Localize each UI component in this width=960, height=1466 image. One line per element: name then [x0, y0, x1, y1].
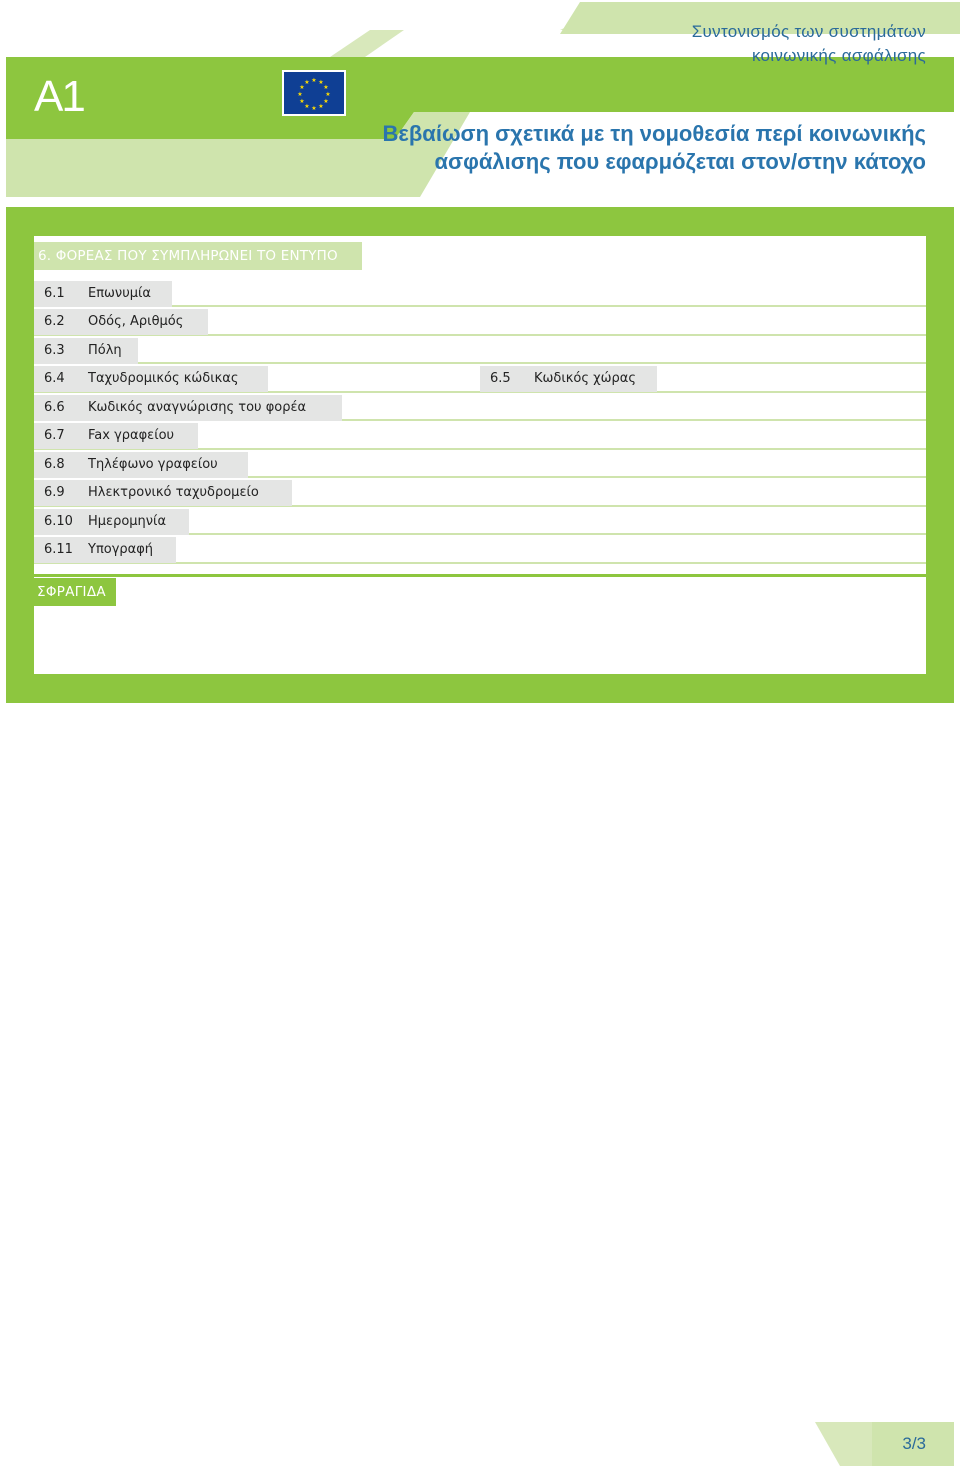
row-divider: [34, 362, 926, 364]
top-title-line1: Συντονισμός των συστημάτων: [691, 22, 926, 41]
main-title-line2: ασφάλισης που εφαρμόζεται στον/στην κάτοχο: [434, 149, 926, 174]
field-number: 6.4: [44, 371, 65, 386]
field-name[interactable]: [34, 281, 172, 307]
field-country-code[interactable]: [480, 366, 657, 392]
field-label: Οδός, Αριθμός: [88, 314, 184, 329]
eu-stars-icon: [284, 72, 344, 114]
svg-text:★: ★: [318, 79, 324, 86]
field-label: Ημερομηνία: [88, 514, 167, 529]
field-label: Πόλη: [88, 343, 122, 358]
field-date[interactable]: [34, 509, 189, 535]
field-number: 6.6: [44, 400, 65, 415]
main-title-line1: Βεβαίωση σχετικά με τη νομοθεσία περί κοινωνικής: [382, 121, 926, 146]
footer-tab: [0, 1420, 960, 1466]
svg-text:★: ★: [304, 79, 310, 86]
field-number: 6.5: [490, 371, 511, 386]
field-number: 6.7: [44, 428, 65, 443]
svg-text:★: ★: [325, 91, 331, 98]
stamp-divider: [34, 574, 926, 577]
field-street[interactable]: [34, 309, 208, 335]
stamp-label: ΣΦΡΑΓΙΔΑ: [34, 578, 116, 606]
form-code: A1: [34, 72, 84, 121]
svg-text:★: ★: [311, 105, 317, 112]
field-number: 6.3: [44, 343, 65, 358]
field-signature[interactable]: [34, 537, 176, 563]
field-institution-id[interactable]: [34, 395, 342, 421]
field-number: 6.9: [44, 485, 65, 500]
field-label: Κωδικός χώρας: [534, 371, 636, 386]
field-fax[interactable]: [34, 423, 198, 449]
top-title-line2: κοινωνικής ασφάλισης: [751, 46, 926, 65]
field-number: 6.11: [44, 542, 73, 557]
field-label: Ηλεκτρονικό ταχυδρομείο: [88, 485, 259, 500]
svg-text:★: ★: [297, 91, 303, 98]
main-title: [383, 120, 926, 176]
field-postcode[interactable]: [34, 366, 268, 392]
field-phone[interactable]: [34, 452, 248, 478]
svg-text:★: ★: [304, 103, 310, 110]
field-label: Υπογραφή: [88, 542, 154, 557]
field-number: 6.2: [44, 314, 65, 329]
svg-text:★: ★: [299, 84, 305, 91]
svg-text:★: ★: [323, 98, 329, 105]
svg-text:★: ★: [311, 77, 317, 84]
field-label: Επωνυμία: [88, 286, 151, 301]
svg-text:★: ★: [299, 98, 305, 105]
page-number: 3/3: [902, 1434, 926, 1453]
field-label: Fax γραφείου: [88, 428, 175, 443]
section-title: 6. ΦΟΡΕΑΣ ΠΟΥ ΣΥΜΠΛΗΡΩΝΕΙ ΤΟ ΕΝΤΥΠΟ: [34, 242, 362, 270]
field-city[interactable]: [34, 338, 138, 364]
field-number: 6.10: [44, 514, 73, 529]
field-label: Κωδικός αναγνώρισης του φορέα: [88, 400, 307, 415]
field-email[interactable]: [34, 480, 292, 506]
top-title: [692, 20, 926, 68]
field-label: Ταχυδρομικός κώδικας: [88, 371, 239, 386]
svg-text:★: ★: [318, 103, 324, 110]
field-number: 6.8: [44, 457, 65, 472]
svg-text:★: ★: [323, 84, 329, 91]
field-number: 6.1: [44, 286, 65, 301]
field-label: Τηλέφωνο γραφείου: [88, 457, 218, 472]
eu-flag-icon: [282, 70, 346, 116]
